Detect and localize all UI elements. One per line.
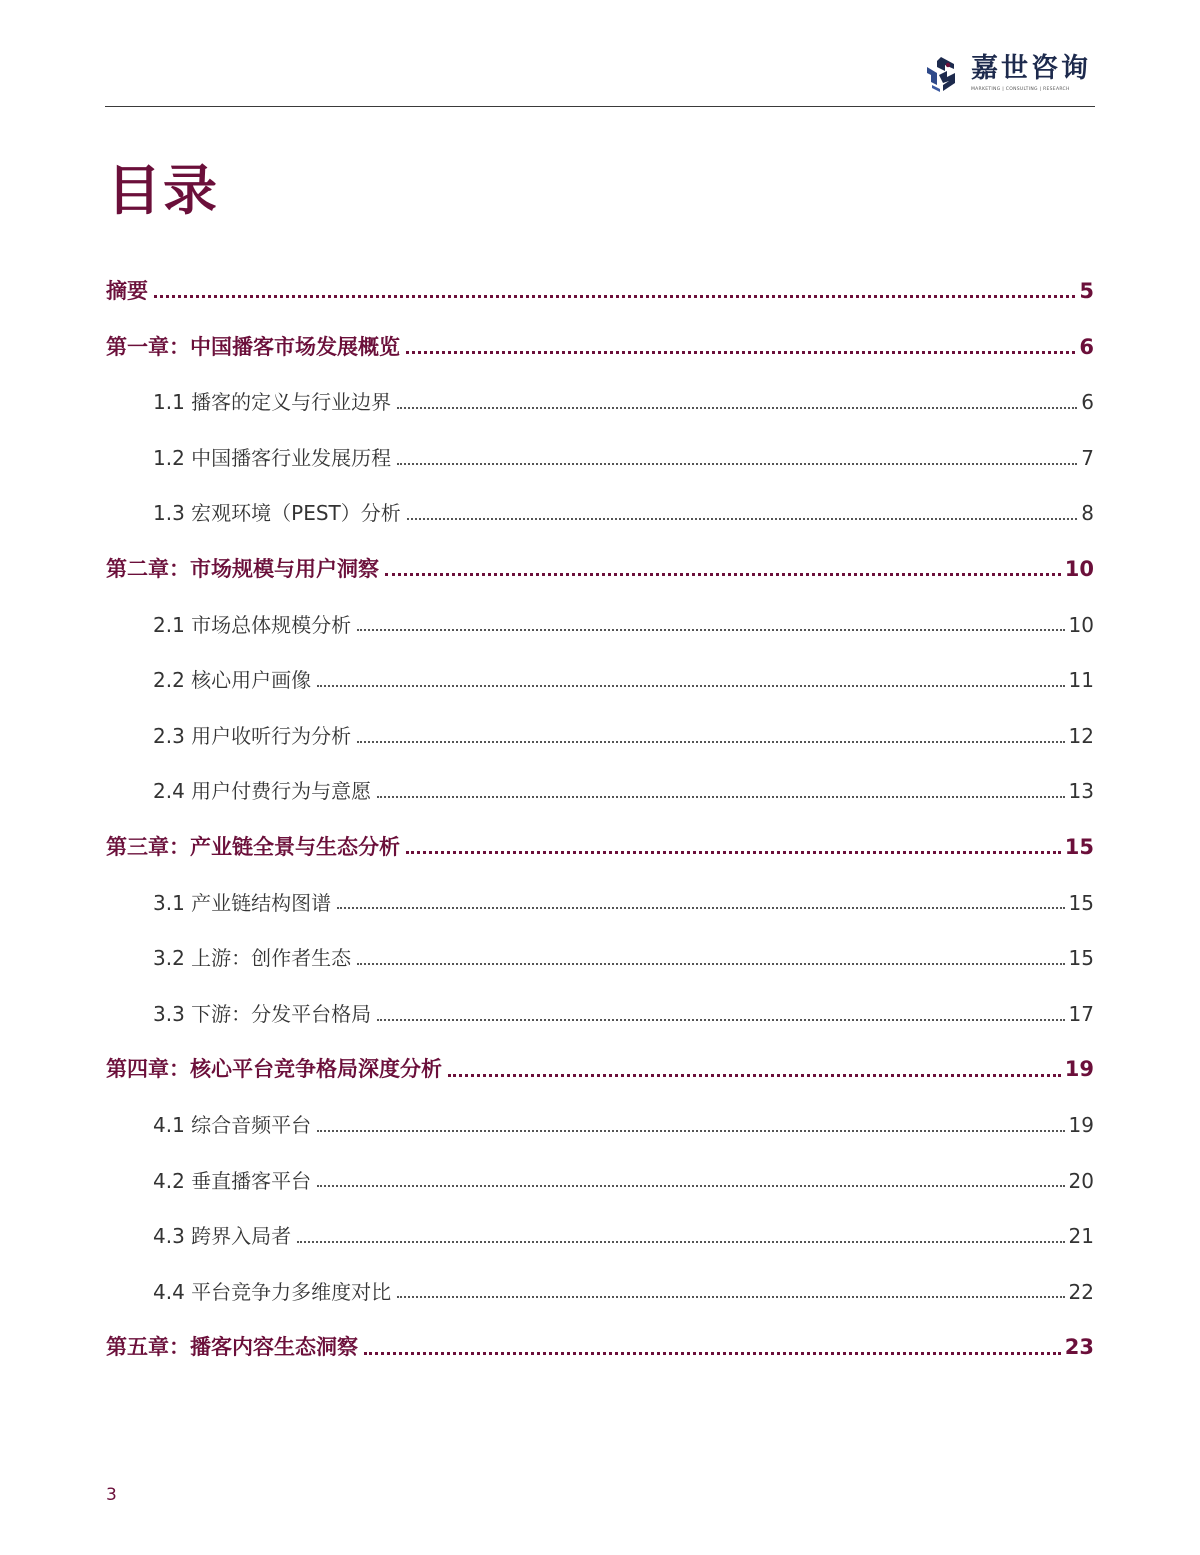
toc-page-number: 6: [1079, 334, 1094, 359]
toc-dot-leader: [385, 572, 1061, 576]
toc-page-number: 15: [1064, 834, 1094, 859]
brand-name: 嘉世咨询: [971, 53, 1091, 84]
toc-section-entry[interactable]: [106, 987, 1094, 1043]
toc-dot-leader: [317, 1184, 1064, 1187]
toc-chapter-entry[interactable]: [106, 542, 1094, 598]
toc-page-number: 15: [1068, 946, 1094, 971]
toc-page-number: 19: [1068, 1112, 1094, 1137]
toc-dot-leader: [407, 517, 1077, 520]
toc-section-entry[interactable]: [106, 1265, 1094, 1321]
toc-section-entry[interactable]: [106, 653, 1094, 709]
toc-dot-leader: [397, 1295, 1064, 1298]
toc-section-entry[interactable]: [106, 876, 1094, 932]
page-number: 3: [106, 1485, 117, 1505]
toc-entry-title: 2.4 用户付费行为与意愿: [153, 779, 372, 804]
toc-entry-title: 2.1 市场总体规模分析: [153, 612, 352, 637]
toc-dot-leader: [154, 294, 1075, 298]
toc-entry-title: 3.3 下游：分发平台格局: [153, 1001, 372, 1026]
toc-dot-leader: [317, 684, 1064, 687]
toc-dot-leader: [397, 406, 1077, 409]
toc-entry-title: 4.3 跨界入局者: [153, 1224, 292, 1249]
toc-page-number: 6: [1081, 390, 1094, 415]
page-title: 目录: [107, 159, 219, 222]
toc-page-number: 23: [1064, 1335, 1094, 1360]
toc-page-number: 15: [1068, 890, 1094, 915]
jiashi-logo-icon: [923, 55, 959, 93]
toc-page-number: 8: [1081, 501, 1094, 526]
toc-page-number: 22: [1068, 1279, 1094, 1304]
toc-entry-title: 第五章：播客内容生态洞察: [106, 1335, 358, 1360]
toc-page-number: 10: [1064, 556, 1094, 581]
toc-entry-title: 第一章：中国播客市场发展概览: [106, 334, 400, 359]
brand-tagline: MARKETING | CONSULTING | RESEARCH: [971, 87, 1070, 92]
toc-section-entry[interactable]: [106, 1098, 1094, 1154]
toc-entry-title: 摘要: [106, 279, 148, 303]
toc-section-entry[interactable]: [106, 709, 1094, 765]
toc-entry-title: 1.1 播客的定义与行业边界: [153, 390, 392, 415]
toc-section-entry[interactable]: [106, 486, 1094, 542]
toc-section-entry[interactable]: [106, 931, 1094, 987]
toc-entry-title: 4.2 垂直播客平台: [153, 1168, 312, 1193]
toc-chapter-entry[interactable]: [106, 1320, 1094, 1376]
toc-page-number: 5: [1079, 279, 1094, 303]
toc-section-entry[interactable]: [106, 1154, 1094, 1210]
toc-dot-leader: [337, 906, 1064, 909]
page-header: [105, 0, 1095, 107]
toc-dot-leader: [357, 740, 1064, 743]
toc-section-entry[interactable]: [106, 375, 1094, 431]
toc-entry-title: 第三章：产业链全景与生态分析: [106, 834, 400, 859]
toc-page-number: 7: [1081, 445, 1094, 470]
toc-entry-title: 第二章：市场规模与用户洞察: [106, 556, 379, 581]
toc-entry-title: 2.3 用户收听行为分析: [153, 723, 352, 748]
toc-section-entry[interactable]: [106, 598, 1094, 654]
toc-section-entry[interactable]: [106, 1209, 1094, 1265]
toc-dot-leader: [317, 1129, 1064, 1132]
toc-dot-leader: [364, 1351, 1061, 1355]
toc-chapter-entry[interactable]: [106, 1042, 1094, 1098]
toc-dot-leader: [357, 628, 1064, 631]
toc-entry-title: 3.2 上游：创作者生态: [153, 946, 352, 971]
toc-dot-leader: [377, 795, 1064, 798]
toc-entry-title: 2.2 核心用户画像: [153, 668, 312, 693]
toc-page-number: 19: [1064, 1057, 1094, 1082]
toc-chapter-entry[interactable]: [106, 264, 1094, 320]
toc-entry-title: 第四章：核心平台竞争格局深度分析: [106, 1057, 442, 1082]
toc-entry-title: 4.1 综合音频平台: [153, 1112, 312, 1137]
toc-dot-leader: [448, 1073, 1061, 1077]
toc-chapter-entry[interactable]: [106, 820, 1094, 876]
toc-dot-leader: [297, 1240, 1064, 1243]
toc-page-number: 13: [1068, 779, 1094, 804]
toc-page-number: 12: [1068, 723, 1094, 748]
toc-section-entry[interactable]: [106, 764, 1094, 820]
toc-entry-title: 4.4 平台竞争力多维度对比: [153, 1279, 392, 1304]
toc-entry-title: 1.3 宏观环境（PEST）分析: [153, 501, 401, 526]
toc-page-number: 20: [1068, 1168, 1094, 1193]
toc-section-entry[interactable]: [106, 431, 1094, 487]
toc-dot-leader: [406, 350, 1075, 354]
toc-dot-leader: [397, 462, 1077, 465]
toc-dot-leader: [406, 850, 1061, 854]
toc-chapter-entry[interactable]: [106, 320, 1094, 376]
toc-dot-leader: [377, 1018, 1064, 1021]
toc-page-number: 21: [1068, 1224, 1094, 1249]
toc-page-number: 11: [1068, 668, 1094, 693]
toc-page-number: 10: [1068, 612, 1094, 637]
table-of-contents: [106, 264, 1094, 1376]
toc-page-number: 17: [1068, 1001, 1094, 1026]
toc-entry-title: 3.1 产业链结构图谱: [153, 890, 332, 915]
brand: [923, 54, 1091, 93]
toc-dot-leader: [357, 962, 1064, 965]
toc-entry-title: 1.2 中国播客行业发展历程: [153, 445, 392, 470]
